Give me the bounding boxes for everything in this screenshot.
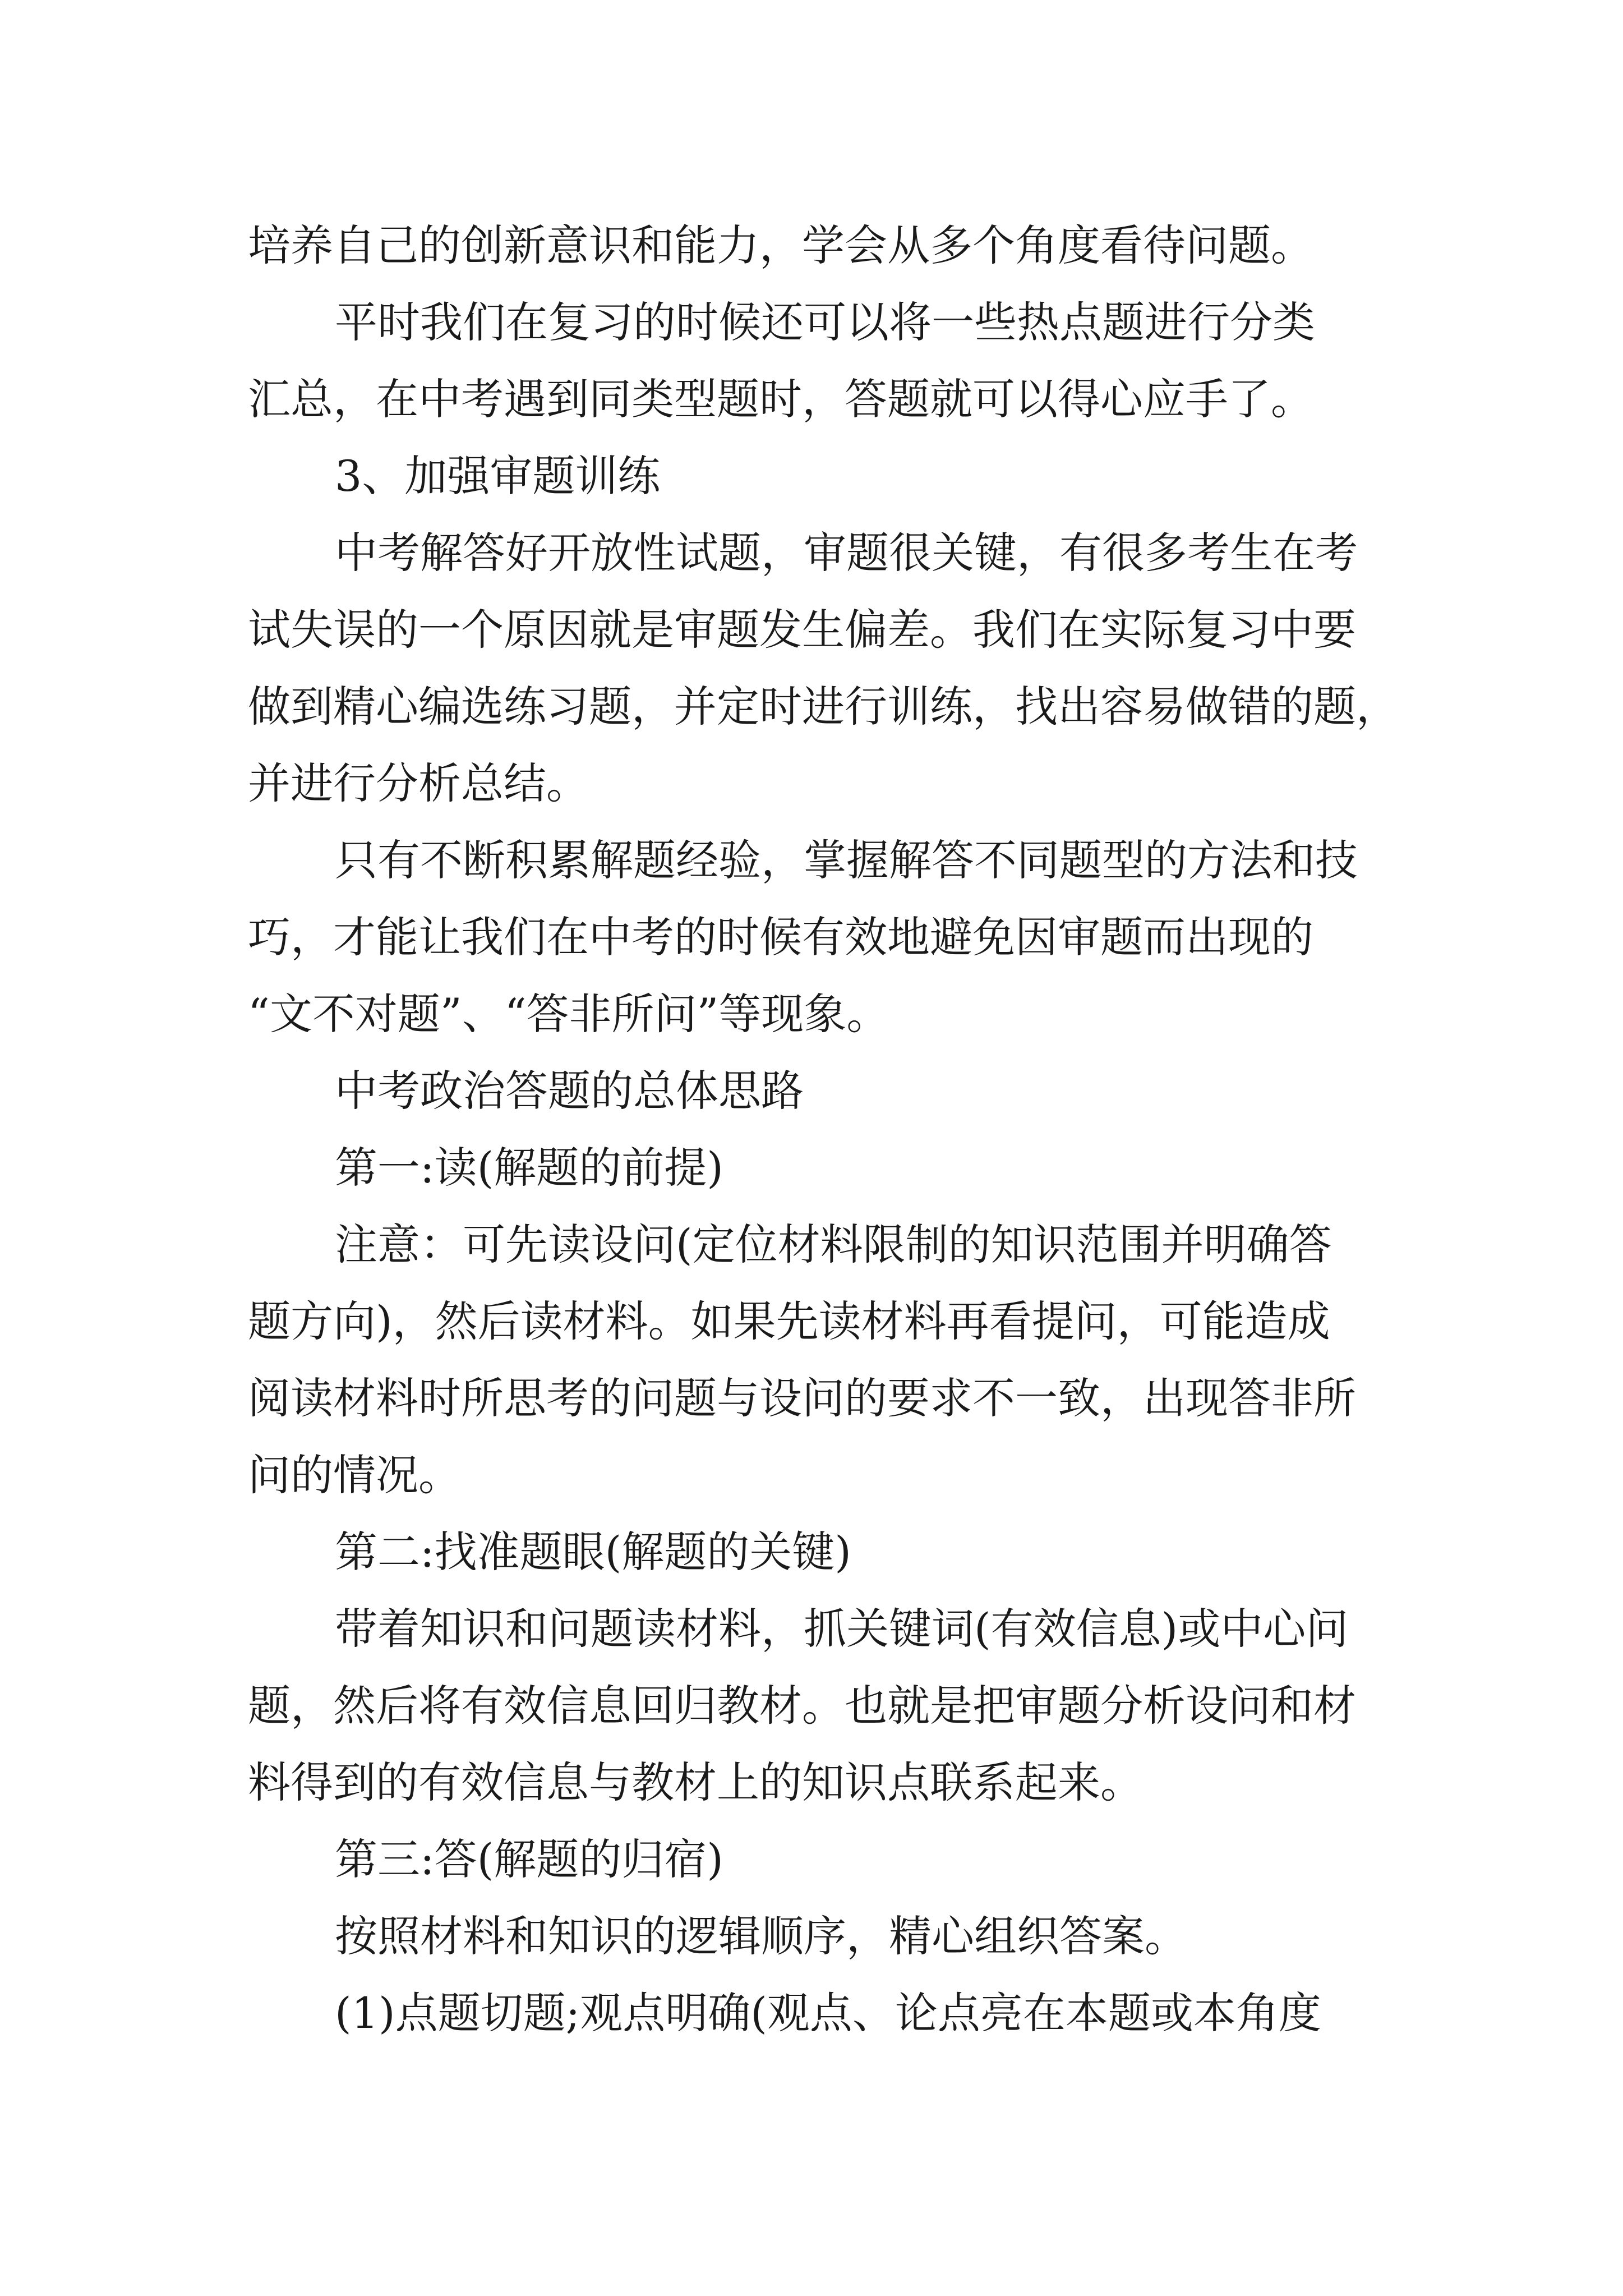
body-text-line: 并进行分析总结。: [248, 758, 589, 808]
paragraph-line: 注意：可先读设问(定位材料限制的知识范围并明确答: [335, 1220, 1332, 1269]
body-text-line: 巧，才能让我们在中考的时候有效地避免因审题而出现的: [248, 912, 1313, 962]
section-heading: 3、加强审题训练: [335, 451, 661, 501]
body-text-line: 题，然后将有效信息回归教材。也就是把审题分析设问和材: [248, 1681, 1356, 1731]
body-text-line: 料得到的有效信息与教材上的知识点联系起来。: [248, 1757, 1143, 1807]
body-text-line: “文不对题”、“答非所问”等现象。: [248, 989, 889, 1039]
body-text-line: 试失误的一个原因就是审题发生偏差。我们在实际复习中要: [248, 605, 1356, 655]
body-text-line: 做到精心编选练习题，并定时进行训练，找出容易做错的题，: [248, 682, 1399, 731]
body-text-line: 阅读材料时所思考的问题与设问的要求不一致，出现答非所: [248, 1373, 1356, 1423]
paragraph-line: 带着知识和问题读材料，抓关键词(有效信息)或中心问: [335, 1604, 1349, 1654]
paragraph-line: (1)点题切题;观点明确(观点、论点亮在本题或本角度: [335, 1988, 1321, 2038]
paragraph-line: 按照材料和知识的逻辑顺序，精心组织答案。: [335, 1911, 1187, 1961]
subsection-heading: 第二:找准题眼(解题的关键): [335, 1527, 851, 1577]
body-text-line: 问的情况。: [248, 1450, 461, 1500]
paragraph-line: 中考解答好开放性试题，审题很关键，有很多考生在考: [335, 528, 1358, 578]
body-text-line: 汇总，在中考遇到同类型题时，答题就可以得心应手了。: [248, 374, 1313, 424]
subsection-heading: 第一:读(解题的前提): [335, 1143, 723, 1193]
body-text-line: 题方向)，然后读材料。如果先读材料再看提问，可能造成: [248, 1296, 1330, 1346]
subsection-heading: 第三:答(解题的归宿): [335, 1834, 723, 1884]
body-text-line: 培养自己的创新意识和能力，学会从多个角度看待问题。: [248, 220, 1313, 270]
section-heading: 中考政治答题的总体思路: [335, 1066, 804, 1116]
paragraph-line: 平时我们在复习的时候还可以将一些热点题进行分类: [335, 297, 1315, 347]
paragraph-line: 只有不断积累解题经验，掌握解答不同题型的方法和技: [335, 835, 1358, 885]
